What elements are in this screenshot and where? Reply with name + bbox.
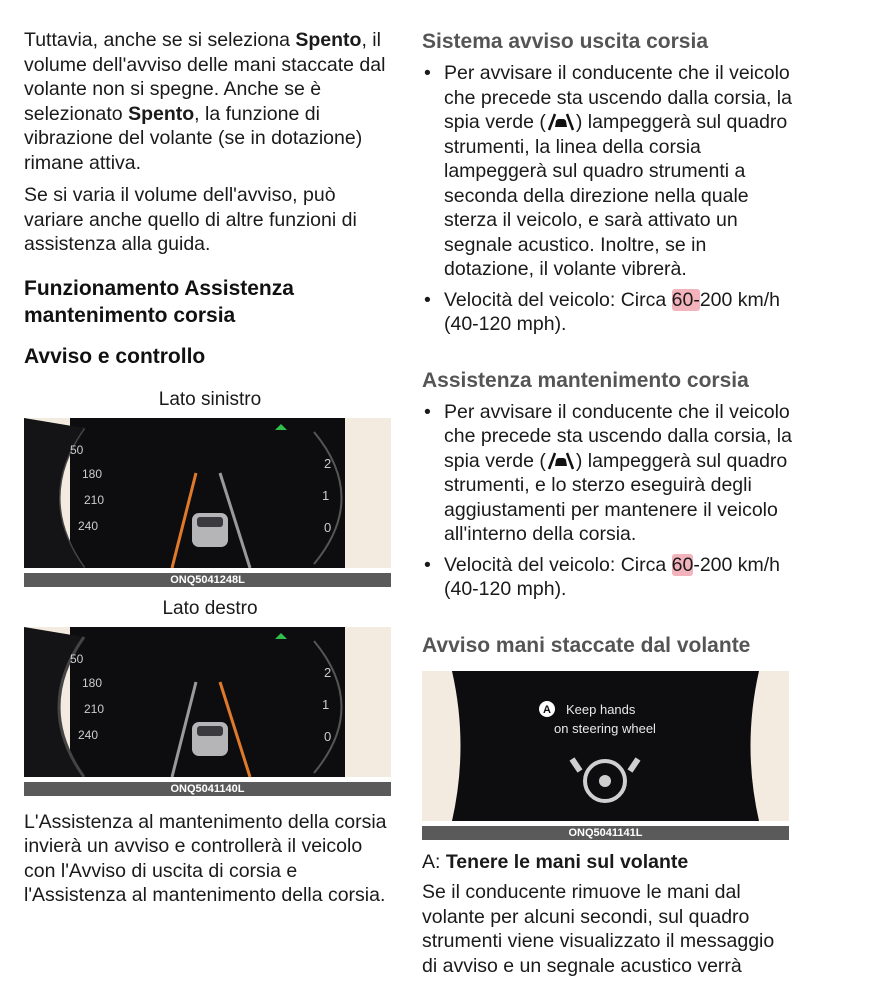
bullet: • — [424, 553, 431, 576]
figure-code-left: ONQ5041248L — [24, 573, 391, 587]
heading-lane-keeping-assist: Assistenza mantenimento corsia — [422, 368, 749, 392]
gauge-label: 0 — [324, 728, 332, 744]
list-item: • Velocità del veicolo: Circa 60-200 km/h (40-120 mph). — [424, 553, 781, 600]
gauge-label: 2 — [324, 664, 332, 680]
gauge-label: 210 — [84, 701, 105, 716]
gauge-label: 50 — [70, 442, 84, 457]
paragraph-volume-note: Tuttavia, anche se si seleziona Spento, il volume dell'avviso delle mani staccate dal volante non si spegne. Anche se è selezionato Spento, la funzione di vibrazione del volante (se in dotazione) rimane attiva. — [24, 29, 386, 174]
gauge-label: 1 — [322, 696, 330, 712]
list-item: • Velocità del veicolo: Circa 60-200 km/h (40-120 mph). — [424, 288, 781, 335]
list-lane-departure — [422, 61, 794, 337]
message-line-1: Keep hands — [566, 701, 636, 717]
left-column — [24, 28, 396, 908]
list-lane-keeping — [422, 400, 794, 602]
bullet: • — [424, 288, 431, 311]
highlight: 60- — [671, 288, 700, 311]
cluster-figure-right — [24, 627, 391, 796]
heading-hands-off-warning: Avviso mani staccate dal volante — [422, 633, 751, 657]
highlight: 60 — [671, 553, 694, 576]
cluster-figure-left — [24, 418, 391, 587]
gauge-label: 2 — [324, 455, 332, 471]
marker-a: A — [543, 703, 551, 716]
figure-caption-left: Lato sinistro — [158, 388, 262, 410]
message-line-2: on steering wheel — [554, 720, 656, 736]
gauge-label: 240 — [78, 518, 99, 533]
bullet: • — [424, 400, 431, 423]
bullet: • — [424, 62, 431, 84]
lane-assist-icon — [546, 113, 576, 131]
heading-warning-control: Avviso e controllo — [24, 344, 206, 368]
lane-assist-icon — [546, 452, 576, 470]
gauge-label: 50 — [70, 651, 84, 666]
gauge-label: 0 — [324, 519, 332, 535]
list-item: • Per avvisare il conducente che il veicolo che precede sta uscendo dalla corsia, la spia verde ( ) lampeggerà sul quadro strumenti, la linea della corsia lampeggerà sul quadro strumenti a seconda della direzione nella quale sterza il veicolo, e sarà attivato un segnale acustico. Inoltre, se in dotazione, il volante vibrerà. — [424, 62, 792, 280]
cluster-image-left — [24, 418, 391, 568]
gauge-label: 210 — [84, 492, 105, 507]
gauge-label: 180 — [82, 466, 103, 481]
heading-lane-departure-warning: Sistema avviso uscita corsia — [422, 30, 708, 53]
paragraph-hands-off: Se il conducente rimuove le mani dal volante per alcuni secondi, sul quadro strumenti viene visualizzato il messaggio di avviso e un segnale acustico verrà — [422, 881, 775, 977]
list-item: • Per avvisare il conducente che il veicolo che precede sta uscendo dalla corsia, la spia verde ( ) lampeggerà sul quadro strumenti, e lo sterzo eseguirà degli aggiustamenti per mantenere il veicolo all'interno della corsia. — [424, 400, 792, 545]
gauge-label: 1 — [322, 487, 330, 503]
heading-lka-operation: Funzionamento Assistenza mantenimento corsia — [24, 276, 294, 327]
paragraph-lka-summary: L'Assistenza al mantenimento della corsia invierà un avviso e controllerà il veicolo con l'Avviso di uscita di corsia e l'Assistenza al mantenimento della corsia. — [24, 810, 387, 906]
gauge-label: 240 — [78, 727, 99, 742]
figure-caption-right: Lato destro — [162, 597, 258, 619]
hands-off-image — [422, 671, 789, 821]
gauge-label: 180 — [82, 675, 103, 690]
figure-code-hands-off: ONQ5041141L — [422, 826, 789, 840]
paragraph-volume-change: Se si varia il volume dell'avviso, può variare anche quello di altre funzioni di assistenza alla guida. — [24, 184, 357, 255]
hands-off-figure — [422, 671, 789, 840]
a-caption: A: Tenere le mani sul volante — [422, 850, 689, 873]
figure-code-right: ONQ5041140L — [24, 782, 391, 796]
cluster-image-right — [24, 627, 391, 777]
right-column — [422, 28, 794, 978]
